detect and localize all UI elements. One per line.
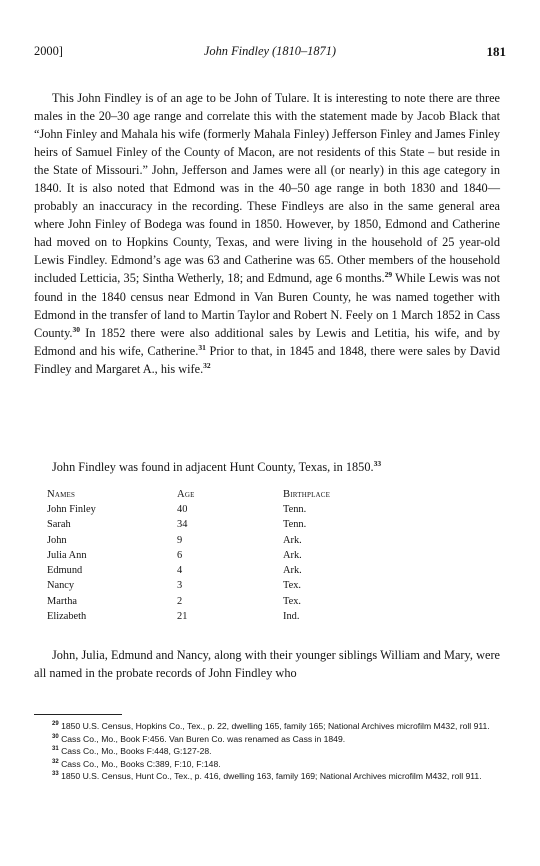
census-intro-text: John Findley was found in adjacent Hunt County, Texas, in 1850. (52, 460, 374, 474)
paragraph-1-part-1: This John Findley is of an age to be John of Tulare. It is interesting to note there are three males in the 20–30 age range and correlate this with the statement made by Jacob Black that “John Finley and Mahala his wife (formerly Mahala Finley) Jefferson Finley and James Finley heirs of Samuel Finley of the County of Macon, are not residents of this State – but reside in the State of Missouri.” John, Jefferson and James were all (or nearly) in this age category in 1840. It is also noted that Edmond was in the 40–50 age range in both 1830 and 1840—probably an inaccuracy in the recording. These Findleys are also in the same general area where John Finley of Bodega was found in 1850. However, by 1850, Edmond and Catherine had moved on to Hopkins County, Texas, and were living in the household of 25 year-old Lewis Findley. Edmond’s age was 63 and Catherine was 65. Other members of the household included Letticia, 35; Sintha Wetherly, 18; and Edmund, age 6 months. (34, 91, 500, 286)
cell-name: John Finley (47, 504, 96, 515)
footnote-ref-31: 31 (198, 342, 206, 352)
footnote-number: 32 (52, 758, 59, 765)
column-header-age: Age (177, 489, 195, 500)
footnote-ref-33: 33 (373, 459, 382, 468)
footnote-text: 1850 U.S. Census, Hunt Co., Tex., p. 416, dwelling 163, family 169; National Archives microfilm M432, roll 911. (58, 771, 482, 782)
cell-birthplace: Ark. (283, 549, 302, 561)
footnote-ref-32: 32 (203, 360, 211, 370)
cell-age: 21 (177, 611, 188, 623)
cell-name: Nancy (47, 580, 75, 592)
column-header-birthplace: Birthplace (283, 489, 331, 500)
cell-age: 2 (177, 595, 183, 607)
footnote-text: Cass Co., Mo., Book F:456. Van Buren Co. was renamed as Cass in 1849. (58, 733, 346, 744)
table-row (47, 563, 443, 578)
footnote-30 (34, 733, 502, 746)
footnote-number: 29 (52, 721, 59, 727)
cell-name: Elizabeth (47, 611, 87, 623)
cell-name: Julia Ann (47, 549, 87, 561)
cell-age: 6 (177, 549, 183, 561)
body-text (34, 89, 500, 378)
footnote-33 (34, 770, 502, 783)
cell-birthplace: Ark. (283, 534, 302, 546)
paragraph-1-part-4: Prior to that, in 1845 and 1848, there were sales by David Findley and Margaret A., his wife. (34, 343, 500, 376)
footnote-29 (34, 720, 502, 733)
footnote-32 (34, 758, 502, 771)
header-issue-mark: 2000] (34, 44, 63, 58)
footnotes (34, 720, 502, 783)
cell-age: 3 (177, 580, 183, 592)
footnote-text: Cass Co., Mo., Books C:389, F:10, F:148. (58, 758, 221, 769)
footnote-number: 33 (52, 771, 59, 778)
cell-name: Sarah (47, 519, 71, 531)
table-row (47, 578, 443, 593)
paragraph-1 (34, 89, 500, 378)
footnote-number: 30 (52, 733, 59, 740)
table-row (47, 502, 443, 517)
footnote-ref-30: 30 (72, 324, 80, 334)
cell-birthplace: Ark. (283, 565, 302, 577)
cell-birthplace: Tex. (283, 580, 302, 592)
census-header-row (47, 487, 443, 502)
paragraph-2: John, Julia, Edmund and Nancy, along with their younger siblings William and Mary, were all named in the probate records of John Findley who (34, 648, 500, 681)
footnote-divider (34, 714, 122, 715)
cell-name: John (47, 534, 67, 546)
footnote-31 (34, 745, 502, 758)
cell-age: 34 (177, 519, 188, 531)
cell-birthplace: Tenn. (283, 504, 307, 515)
footnote-text: 1850 U.S. Census, Hopkins Co., Tex., p. 22, dwelling 165, family 165; National Archives microfilm M432, roll 911. (58, 721, 490, 731)
footnote-text: Cass Co., Mo., Books F:448, G:127-28. (58, 746, 212, 757)
table-row (47, 548, 443, 563)
cell-name: Martha (47, 595, 78, 607)
body-text-continued (34, 646, 500, 682)
page-number: 181 (486, 44, 506, 59)
footnote-number: 31 (52, 746, 59, 753)
footnote-ref-29: 29 (384, 270, 393, 280)
cell-name: Edmund (47, 565, 83, 577)
cell-birthplace: Tex. (283, 595, 302, 607)
table-row (47, 594, 443, 609)
table-row (47, 609, 443, 624)
table-row (47, 533, 443, 548)
column-header-names: Names (47, 489, 76, 500)
paragraph-1-part-2: While Lewis was not found in the 1840 census near Edmond in Van Buren County, he was named together with Edmond in the transfer of land to Martin Taylor and Robert N. Feely on 1 March 1852 in Cass County. (34, 271, 500, 340)
cell-age: 4 (177, 565, 183, 577)
table-row (47, 517, 443, 532)
paragraph-1-part-3: In 1852 there were also additional sales by Lewis and Letitia, his wife, and by Edmond and his wife, Catherine. (34, 325, 500, 358)
census-table (47, 487, 443, 624)
census-intro (52, 458, 381, 476)
cell-birthplace: Tenn. (283, 519, 307, 531)
cell-age: 40 (177, 504, 188, 515)
cell-age: 9 (177, 534, 183, 546)
cell-birthplace: Ind. (283, 611, 300, 623)
header-title: John Findley (1810–1871) (203, 44, 337, 58)
running-header (34, 44, 506, 62)
